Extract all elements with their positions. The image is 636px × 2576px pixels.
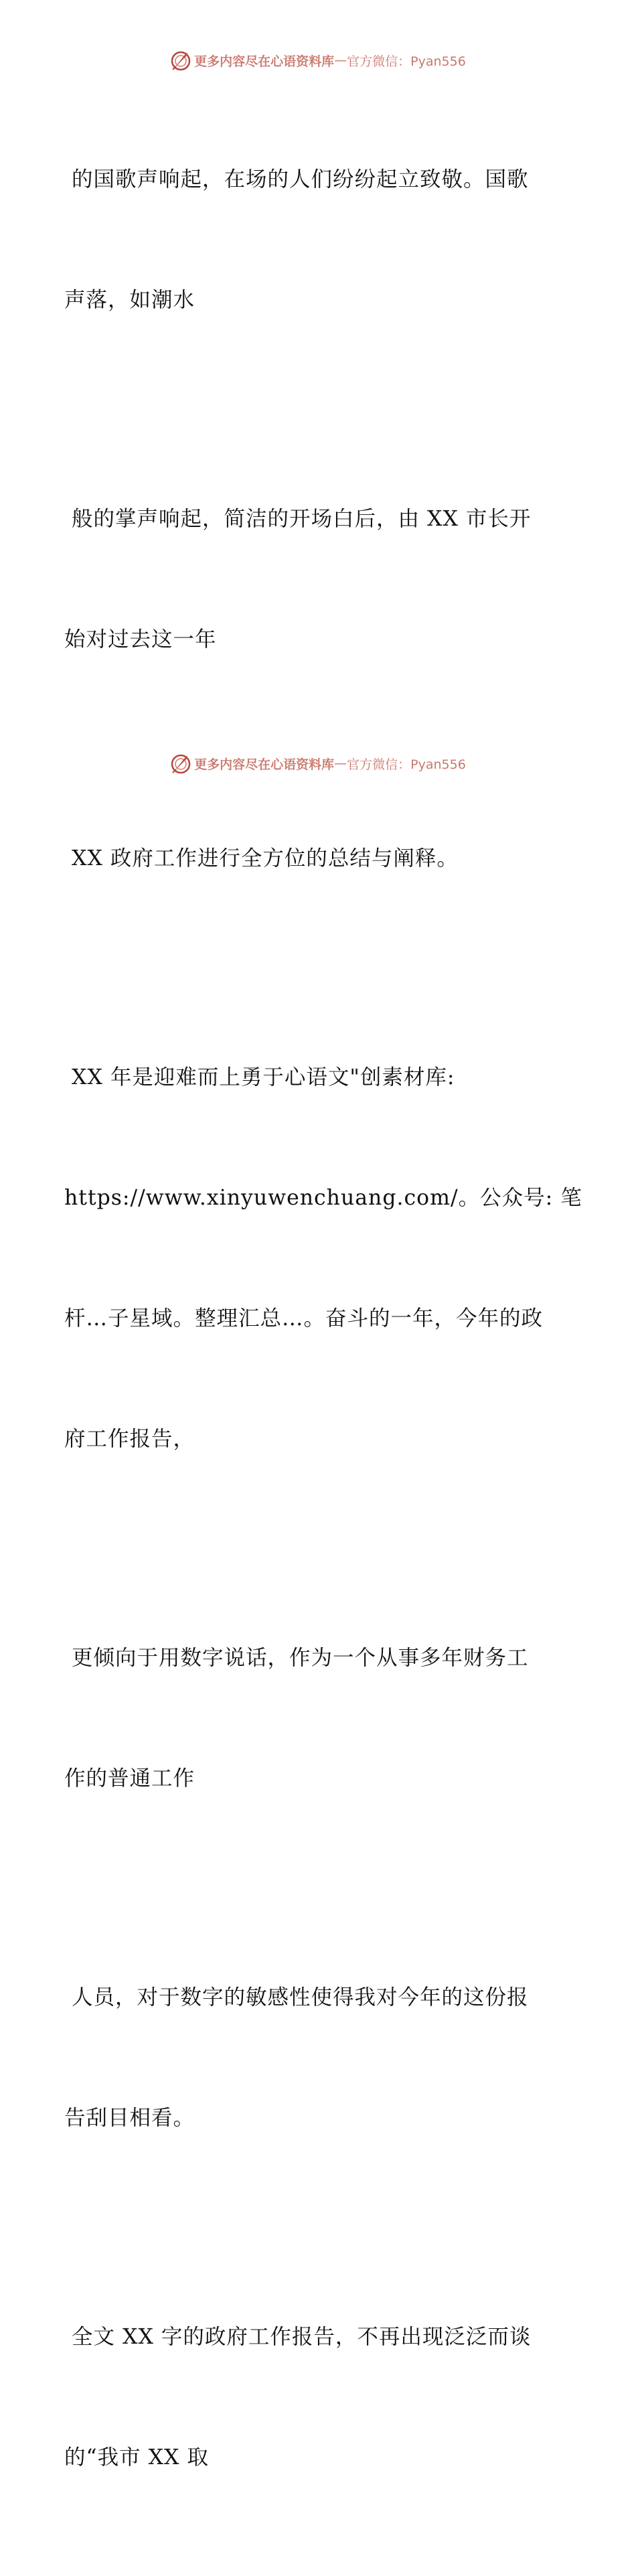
paragraph-3: [64, 758, 573, 959]
document-body: [64, 79, 582, 2576]
paragraph-line: 府工作报告，: [64, 1427, 195, 1451]
header-wechat-text: 官方微信：Pyan556: [347, 54, 466, 69]
footer-brand-text: 更多内容尽在心语资料库: [194, 757, 335, 772]
brand-logo-icon: [170, 50, 191, 71]
paragraph-line: 的“我市 XX 取: [64, 2445, 209, 2470]
paragraph-line: 般的掌声响起，简洁的开场白后，由 XX 市长开: [64, 507, 532, 531]
paragraph-line: 全文 XX 字的政府工作报告，不再出现泛泛而谈: [64, 2325, 532, 2349]
footer-dash: —: [334, 756, 347, 771]
paragraph-1: [64, 79, 573, 400]
paragraph-line: 的国歌声响起，在场的人们纷纷起立致敬。国歌: [64, 167, 529, 192]
header-brand-text: 更多内容尽在心语资料库: [194, 54, 335, 69]
paragraph-line: 更倾向于用数字说话，作为一个从事多年财务工: [64, 1646, 529, 1670]
paragraph-line: 始对过去这一年: [64, 627, 217, 652]
header-watermark: [0, 47, 636, 74]
paragraph-line: XX 年是迎难而上勇于心语文"创素材库:: [64, 1065, 455, 1089]
paragraph-line: 人员，对于数字的敏感性使得我对今年的这份报: [64, 1985, 529, 2010]
paragraph-5: [64, 1558, 573, 1879]
paragraph-6: [64, 1897, 573, 2218]
brand-logo-icon: [170, 753, 191, 774]
paragraph-line: 杆…子星域。整理汇总…。奋斗的一年，今年的政: [64, 1306, 544, 1331]
paragraph-line: https://www.xinyuwenchuang.com/。公众号: 笔: [64, 1186, 582, 1210]
paragraph-line: 告刮目相看。: [64, 2106, 195, 2130]
header-dash: —: [334, 53, 347, 68]
paragraph-7: [64, 2237, 573, 2558]
paragraph-4: [64, 977, 582, 1539]
paragraph-line: 声落，如潮水: [64, 288, 195, 312]
footer-wechat-text: 官方微信：Pyan556: [347, 757, 466, 772]
paragraph-line: 作的普通工作: [64, 1766, 195, 1791]
footer-watermark: [0, 750, 636, 777]
paragraph-2: [64, 419, 573, 740]
paragraph-line: XX 政府工作进行全方位的总结与阐释。: [64, 846, 459, 870]
